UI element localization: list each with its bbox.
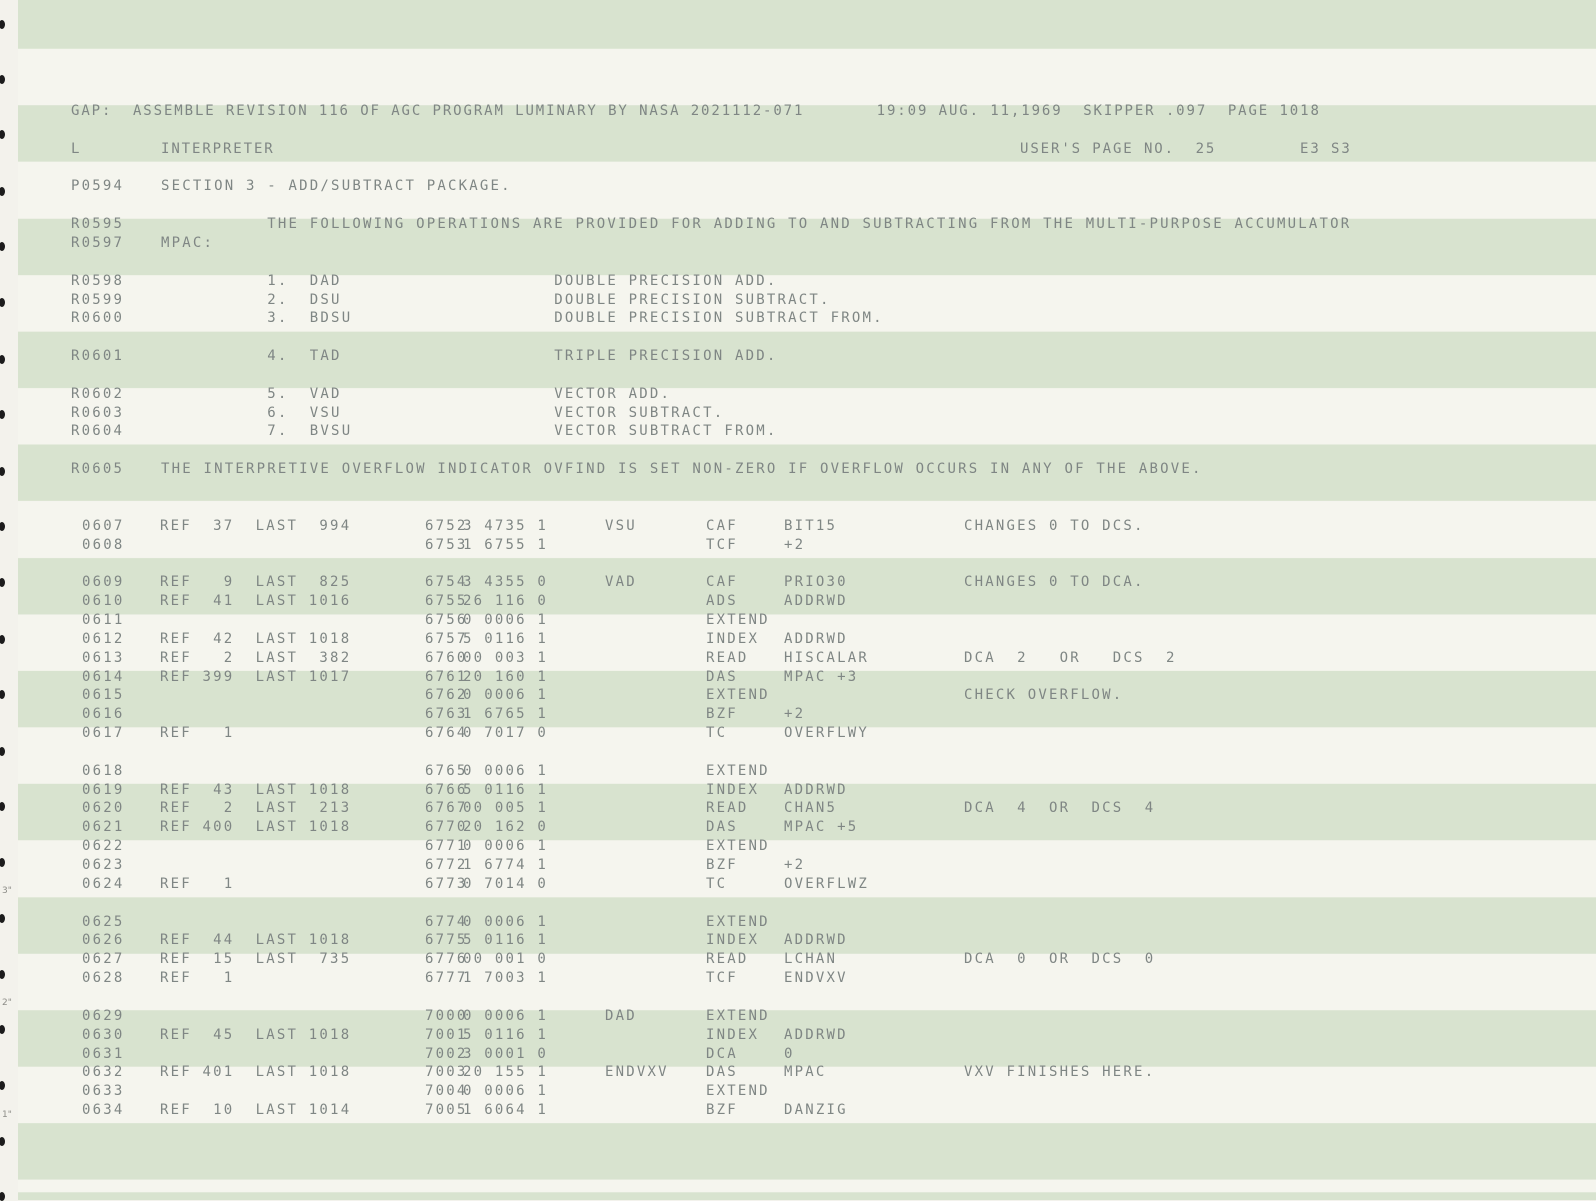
remark-id: R0602 xyxy=(71,385,125,402)
octal-word: 5 0116 1 xyxy=(463,630,549,647)
feed-hole xyxy=(0,802,5,811)
line-number: 0619 xyxy=(82,781,125,798)
opcode: TCF xyxy=(706,970,738,987)
octal-word: 0 0006 1 xyxy=(463,1083,549,1100)
line-number: 0622 xyxy=(82,838,125,855)
remark-text: MPAC: xyxy=(161,234,215,251)
remark-id: R0605 xyxy=(71,461,125,478)
line-number: 0634 xyxy=(82,1102,125,1119)
opcode: BZF xyxy=(706,857,738,873)
octal-word: 1 6765 1 xyxy=(463,706,549,723)
operand: ADDRWD xyxy=(784,593,848,610)
printout-sheet xyxy=(18,0,1596,1200)
address: 6776 xyxy=(425,951,468,968)
operand: OVERFLWY xyxy=(784,725,870,742)
comment: CHANGES 0 TO DCS. xyxy=(964,517,1145,534)
remark-id: P0594 xyxy=(71,178,125,195)
octal-word: 0 0006 1 xyxy=(463,1007,549,1024)
symbol-label: ENDVXV xyxy=(605,1064,669,1081)
octal-word: 0 7017 0 xyxy=(463,725,549,742)
address: 7003 xyxy=(425,1064,468,1081)
feed-hole xyxy=(0,522,5,531)
line-number: 0627 xyxy=(82,951,125,968)
octal-word: 0 0006 1 xyxy=(463,913,549,930)
opcode: BZF xyxy=(706,706,738,723)
ref-info: REF 45 LAST 1018 xyxy=(160,1026,352,1043)
feed-hole xyxy=(0,187,5,196)
comment: DCA 4 OR DCS 4 xyxy=(964,800,1156,817)
comment: DCA 2 OR DCS 2 xyxy=(964,649,1177,666)
address: 6766 xyxy=(425,781,468,798)
address: 7001 xyxy=(425,1026,468,1043)
address: 6767 xyxy=(425,800,468,817)
operand: PRIO30 xyxy=(784,574,848,591)
address: 6757 xyxy=(425,630,468,647)
ref-info: REF 41 LAST 1016 xyxy=(160,593,352,610)
opcode: EXTEND xyxy=(706,913,770,930)
operand: ADDRWD xyxy=(784,1026,848,1043)
opcode: READ xyxy=(706,649,749,666)
ref-info: REF 37 LAST 994 xyxy=(160,517,352,534)
octal-word: 5 0116 1 xyxy=(463,932,549,949)
line-number: 0624 xyxy=(82,875,125,892)
ref-info: REF 43 LAST 1018 xyxy=(160,781,352,798)
feed-hole xyxy=(0,20,5,29)
address: 6763 xyxy=(425,706,468,723)
symbol-label: VAD xyxy=(605,574,637,591)
line-number: 0612 xyxy=(82,630,125,647)
remark-id: R0599 xyxy=(71,291,125,308)
line-number: 0609 xyxy=(82,574,125,591)
opcode: EXTEND xyxy=(706,762,770,779)
remark-id: R0601 xyxy=(71,348,125,365)
feed-hole xyxy=(0,1025,5,1034)
opcode: CAF xyxy=(706,574,738,591)
header-tag: E3 S3 xyxy=(1300,140,1352,157)
users-page-number: USER'S PAGE NO. 25 xyxy=(1020,140,1217,157)
line-number: 0615 xyxy=(82,687,125,704)
remark-text: SECTION 3 - ADD/SUBTRACT PACKAGE. xyxy=(161,178,512,195)
remark-id: R0600 xyxy=(71,310,125,327)
octal-word: 20 155 1 xyxy=(463,1064,549,1081)
remark-text: 6. VSU VECTOR SUBTRACT. xyxy=(161,404,725,421)
address: 6773 xyxy=(425,875,468,892)
feed-hole xyxy=(0,1137,5,1146)
operand: HISCALAR xyxy=(784,649,870,666)
operand: MPAC xyxy=(784,1064,827,1081)
address: 6765 xyxy=(425,762,468,779)
line-number: 0607 xyxy=(82,517,125,534)
line-number: 0628 xyxy=(82,970,125,987)
octal-word: 20 160 1 xyxy=(463,668,549,685)
octal-word: 3 0001 0 xyxy=(463,1045,549,1062)
address: 6771 xyxy=(425,838,468,855)
remark-text: 1. DAD DOUBLE PRECISION ADD. xyxy=(161,272,778,289)
opcode: READ xyxy=(706,800,749,817)
operand: CHAN5 xyxy=(784,800,838,817)
line-number: 0614 xyxy=(82,668,125,685)
operand: +2 xyxy=(784,536,806,553)
opcode: EXTEND xyxy=(706,1083,770,1100)
operand: +2 xyxy=(784,857,806,873)
ref-info: REF 42 LAST 1018 xyxy=(160,630,352,647)
opcode: EXTEND xyxy=(706,838,770,855)
address: 6770 xyxy=(425,819,468,836)
ref-info: REF 2 LAST 382 xyxy=(160,649,352,666)
line-number: 0616 xyxy=(82,706,125,723)
address: 6772 xyxy=(425,857,468,873)
remark-id: R0603 xyxy=(71,404,125,421)
ref-info: REF 1 xyxy=(160,725,235,742)
line-number: 0633 xyxy=(82,1083,125,1100)
comment: DCA 0 OR DCS 0 xyxy=(964,951,1156,968)
ref-info: REF 399 LAST 1017 xyxy=(160,668,352,685)
remark-id: R0598 xyxy=(71,272,125,289)
octal-word: 26 116 0 xyxy=(463,593,549,610)
octal-word: 00 001 0 xyxy=(463,951,549,968)
feed-hole xyxy=(0,858,5,867)
address: 6752 xyxy=(425,517,468,534)
line-number: 0623 xyxy=(82,857,125,873)
opcode: BZF xyxy=(706,1102,738,1119)
ref-info: REF 401 LAST 1018 xyxy=(160,1064,352,1081)
feed-hole xyxy=(0,242,5,251)
operand: OVERFLWZ xyxy=(784,875,870,892)
remark-text: THE FOLLOWING OPERATIONS ARE PROVIDED FOR ADDING TO AND SUBTRACTING FROM THE MULTI-PURPOSE ACCUMULATOR xyxy=(161,216,1352,233)
comment: CHANGES 0 TO DCA. xyxy=(964,574,1145,591)
opcode: DCA xyxy=(706,1045,738,1062)
feed-hole xyxy=(0,355,5,364)
address: 6760 xyxy=(425,649,468,666)
octal-word: 5 0116 1 xyxy=(463,781,549,798)
octal-word: 1 7003 1 xyxy=(463,970,549,987)
address: 7000 xyxy=(425,1007,468,1024)
opcode: ADS xyxy=(706,593,738,610)
remark-text: THE INTERPRETIVE OVERFLOW INDICATOR OVFIND IS SET NON-ZERO IF OVERFLOW OCCURS IN ANY OF THE ABOVE. xyxy=(161,461,1203,478)
remark-text: 4. TAD TRIPLE PRECISION ADD. xyxy=(161,348,778,365)
line-number: 0632 xyxy=(82,1064,125,1081)
address: 6754 xyxy=(425,574,468,591)
opcode: DAS xyxy=(706,819,738,836)
inch-mark: 1" xyxy=(2,1110,12,1120)
operand: DANZIG xyxy=(784,1102,848,1119)
operand: MPAC +3 xyxy=(784,668,859,685)
line-number: 0631 xyxy=(82,1045,125,1062)
inch-mark: 2" xyxy=(2,998,12,1008)
operand: ADDRWD xyxy=(784,781,848,798)
feed-hole xyxy=(0,690,5,699)
octal-word: 1 6774 1 xyxy=(463,857,549,873)
remark-id: R0597 xyxy=(71,234,125,251)
ref-info: REF 10 LAST 1014 xyxy=(160,1102,352,1119)
feed-hole xyxy=(0,130,5,139)
opcode: TC xyxy=(706,725,728,742)
line-number: 0620 xyxy=(82,800,125,817)
line-number: 0613 xyxy=(82,649,125,666)
ref-info: REF 1 xyxy=(160,970,235,987)
feed-hole xyxy=(0,635,5,644)
opcode: INDEX xyxy=(706,1026,760,1043)
remark-text: 3. BDSU DOUBLE PRECISION SUBTRACT FROM. xyxy=(161,310,884,327)
ref-info: REF 44 LAST 1018 xyxy=(160,932,352,949)
octal-word: 0 0006 1 xyxy=(463,838,549,855)
line-number: 0630 xyxy=(82,1026,125,1043)
opcode: DAS xyxy=(706,668,738,685)
ref-info: REF 9 LAST 825 xyxy=(160,574,352,591)
operand: ENDVXV xyxy=(784,970,848,987)
symbol-label: VSU xyxy=(605,517,637,534)
operand: ADDRWD xyxy=(784,630,848,647)
address: 6777 xyxy=(425,970,468,987)
opcode: INDEX xyxy=(706,781,760,798)
opcode: DAS xyxy=(706,1064,738,1081)
opcode: INDEX xyxy=(706,630,760,647)
address: 6755 xyxy=(425,593,468,610)
remark-text: 7. BVSU VECTOR SUBTRACT FROM. xyxy=(161,423,778,440)
opcode: EXTEND xyxy=(706,687,770,704)
operand: +2 xyxy=(784,706,806,723)
address: 6761 xyxy=(425,668,468,685)
line-number: 0625 xyxy=(82,913,125,930)
octal-word: 0 0006 1 xyxy=(463,611,549,628)
comment: CHECK OVERFLOW. xyxy=(964,687,1124,704)
feed-hole xyxy=(0,75,5,84)
operand: LCHAN xyxy=(784,951,838,968)
opcode: READ xyxy=(706,951,749,968)
remark-text: 2. DSU DOUBLE PRECISION SUBTRACT. xyxy=(161,291,831,308)
octal-word: 1 6755 1 xyxy=(463,536,549,553)
octal-word: 3 4735 1 xyxy=(463,517,549,534)
line-number: 0626 xyxy=(82,932,125,949)
operand: ADDRWD xyxy=(784,932,848,949)
line-number: 0608 xyxy=(82,536,125,553)
feed-hole xyxy=(0,1081,5,1090)
operand: MPAC +5 xyxy=(784,819,859,836)
operand: 0 xyxy=(784,1045,795,1062)
address: 7002 xyxy=(425,1045,468,1062)
inch-mark: 3" xyxy=(2,886,12,896)
octal-word: 1 6064 1 xyxy=(463,1102,549,1119)
octal-word: 3 4355 0 xyxy=(463,574,549,591)
octal-word: 5 0116 1 xyxy=(463,1026,549,1043)
header-code: L xyxy=(71,140,82,157)
ref-info: REF 1 xyxy=(160,875,235,892)
ref-info: REF 2 LAST 213 xyxy=(160,800,352,817)
feed-hole xyxy=(0,970,5,979)
ref-info: REF 400 LAST 1018 xyxy=(160,819,352,836)
address: 6775 xyxy=(425,932,468,949)
remark-text: 5. VAD VECTOR ADD. xyxy=(161,385,672,402)
opcode: EXTEND xyxy=(706,611,770,628)
octal-word: 0 0006 1 xyxy=(463,687,549,704)
feed-hole xyxy=(0,578,5,587)
feed-hole xyxy=(0,410,5,419)
opcode: INDEX xyxy=(706,932,760,949)
symbol-label: DAD xyxy=(605,1007,637,1024)
operand: BIT15 xyxy=(784,517,838,534)
opcode: TCF xyxy=(706,536,738,553)
feed-hole xyxy=(0,747,5,756)
octal-word: 20 162 0 xyxy=(463,819,549,836)
opcode: EXTEND xyxy=(706,1007,770,1024)
feed-hole xyxy=(0,914,5,923)
line-number: 0611 xyxy=(82,611,125,628)
address: 6774 xyxy=(425,913,468,930)
feed-hole xyxy=(0,298,5,307)
line-number: 0629 xyxy=(82,1007,125,1024)
address: 6753 xyxy=(425,536,468,553)
ref-info: REF 15 LAST 735 xyxy=(160,951,352,968)
opcode: TC xyxy=(706,875,728,892)
comment: VXV FINISHES HERE. xyxy=(964,1064,1156,1081)
octal-word: 00 005 1 xyxy=(463,800,549,817)
address: 6756 xyxy=(425,611,468,628)
address: 6764 xyxy=(425,725,468,742)
feed-hole xyxy=(0,467,5,476)
line-number: 0618 xyxy=(82,762,125,779)
octal-word: 0 0006 1 xyxy=(463,762,549,779)
assembly-header: GAP: ASSEMBLE REVISION 116 OF AGC PROGRAM LUMINARY BY NASA 2021112-071 19:09 AUG. 11,1969 SKIPPER .097 PAGE 1018 xyxy=(71,103,1321,119)
remark-id: R0595 xyxy=(71,216,125,233)
address: 7004 xyxy=(425,1083,468,1100)
remark-id: R0604 xyxy=(71,423,125,440)
octal-word: 00 003 1 xyxy=(463,649,549,666)
address: 7005 xyxy=(425,1102,468,1119)
line-number: 0617 xyxy=(82,725,125,742)
header-section: INTERPRETER xyxy=(161,140,275,157)
line-number: 0610 xyxy=(82,593,125,610)
line-number: 0621 xyxy=(82,819,125,836)
octal-word: 0 7014 0 xyxy=(463,875,549,892)
address: 6762 xyxy=(425,687,468,704)
opcode: CAF xyxy=(706,517,738,534)
